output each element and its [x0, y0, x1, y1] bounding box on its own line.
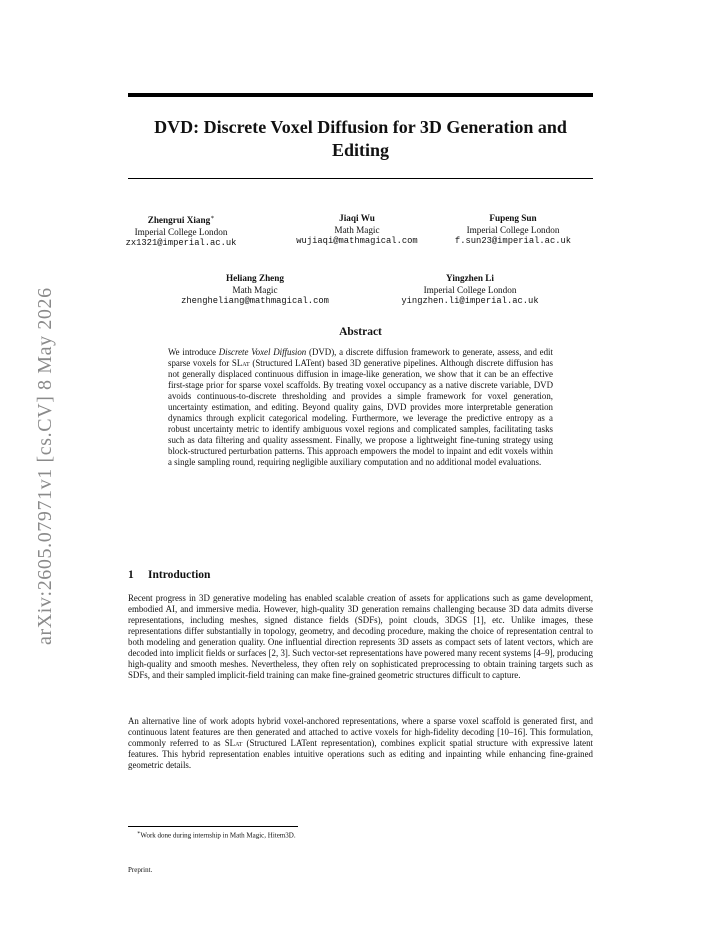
title-bottom-rule: [128, 178, 593, 179]
author-block: [385, 273, 555, 308]
section-title: Introduction: [148, 569, 211, 581]
author-email[interactable]: f.sun23@imperial.ac.uk: [454, 236, 572, 246]
footnote-text: Work done during internship in Math Magic, Hitem3D.: [140, 831, 296, 840]
author-affiliation: Math Magic: [232, 284, 278, 295]
paragraph-text: (Structured LATent representation), combines explicit spatial structure with expressive latent features. This hybrid representation enables intuitive operations such as editing and inpainting while enhancing fine-grained geometric details.: [128, 738, 593, 771]
section-heading: [128, 569, 210, 581]
intro-paragraph-2: [128, 716, 593, 771]
intro-paragraph-1: Recent progress in 3D generative modeling has enabled scalable creation of assets for applications such as game development, embodied AI, and immersive media. However, high-quality 3D generation remains challenging because 3D data admits diverse representations, including meshes, signed distance fields (SDFs), point clouds, 3DGS [1], etc. Unlike images, these representations differ substantially in topology, geometry, and decoding procedure, making the choice of representation central to both modeling and generation quality. One influential direction represents 3D assets as compact sets of latent vectors, which are decoded into implicit fields or surfaces [2, 3]. Such vector-set representations have powered many recent systems [4–9], producing high-quality and smooth meshes. Nevertheless, they often rely on sophisticated preprocessing to obtain training targets such as SDFs, and their sampled implicit-field training can make fine-grained geometric structures difficult to capture.: [128, 593, 593, 681]
author-affiliation: Imperial College London: [134, 226, 228, 237]
author-block: [106, 213, 256, 250]
footnote-mark: ∗: [137, 831, 141, 836]
section-number: 1: [128, 569, 134, 581]
author-affiliation: Math Magic: [334, 224, 380, 235]
paragraph-text: An alternative line of work adopts hybrid voxel-anchored representations, where a sparse voxel scaffold is generated first, and continuous latent features are then generated and attached to active voxels for high-fidelity decoding [10–16]. This formulation, commonly referred to as S: [128, 716, 593, 749]
preprint-label: Preprint.: [128, 866, 153, 874]
author-block: [438, 213, 588, 248]
author-name: Zhengrui Xiang: [147, 215, 211, 226]
abstract-text: We introduce: [168, 347, 219, 357]
slat-smallcaps: Lat: [236, 358, 250, 369]
author-name: Fupeng Sun: [489, 213, 537, 223]
author-email[interactable]: yingzhen.li@imperial.ac.uk: [401, 296, 539, 306]
abstract-heading: Abstract: [339, 326, 382, 338]
author-email[interactable]: wujiaqi@mathmagical.com: [296, 236, 418, 246]
author-name: Jiaqi Wu: [339, 213, 375, 223]
author-name: Heliang Zheng: [226, 273, 284, 283]
author-affiliation: Imperial College London: [466, 224, 560, 235]
author-email[interactable]: zx1321@imperial.ac.uk: [125, 238, 237, 249]
arxiv-identifier: arXiv:2605.07971v1 [cs.CV] 8 May 2026: [34, 287, 56, 645]
author-affiliation: Imperial College London: [423, 284, 517, 295]
author-block: [283, 213, 431, 248]
footnote: [137, 830, 296, 839]
abstract-body: [168, 347, 553, 469]
slat-smallcaps: Lat: [229, 738, 243, 749]
author-block: [160, 273, 350, 308]
title-top-rule: [128, 93, 593, 97]
method-name-italic: Discrete Voxel Diffusion: [218, 347, 307, 357]
footnote-rule: [128, 826, 298, 827]
author-email[interactable]: zhengheliang@mathmagical.com: [181, 296, 329, 306]
paper-title: DVD: Discrete Voxel Diffusion for 3D Generation and Editing: [154, 117, 567, 160]
abstract-text: (Structured LATent) based 3D generative pipelines. Although discrete diffusion has not generally displaced continuous diffusion in image-like generation, we show that it can be an effective first-stage prior for sparse voxel scaffolds. By treating voxel occupancy as a native discrete variable, DVD avoids continuous-to-discrete thresholding and provides a simple framework for voxel generation, uncertainty estimation, and editing. Beyond quality gains, DVD provides more interpretable generation dynamics through explicit categorical modeling. Furthermore, we leverage the predictive entropy as a robust uncertainty metric to identify ambiguous voxel regions and complicated samples, facilitating tasks such as data filtering and quality assessment. Finally, we propose a lightweight fine-tuning strategy using block-structured perturbation patterns. This approach empowers the model to inpaint and edit voxels within a single sampling round, requiring negligible auxiliary computation and no additional model evaluations.: [168, 358, 553, 468]
abstract-text: (DVD), a discrete diffusion framework to generate, assess, and edit sparse voxels for S: [168, 347, 553, 369]
author-footnote-mark: ∗: [210, 215, 215, 221]
author-name: Yingzhen Li: [446, 273, 494, 283]
